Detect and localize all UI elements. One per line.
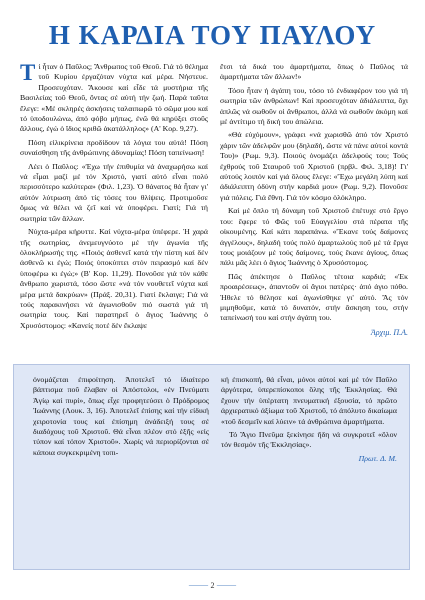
paragraph: Πόση εἰλικρίνεια προδίδουν τά λόγια του αὐτά! Πόση συναίσθηση τῆς ἀνθρώπινης ἀδυναμίας! Πόση ταπείνωση! [20, 137, 208, 158]
page-number [0, 580, 425, 591]
paragraph: κή ἐπισκοπή, θά εἶναι, μόνοι αὐτοί καί μέ τόν Παῦλο ἀργότερα, ὑπερεπίσκοποι ὅλης τῆς Ἐκκλησίας. Θά ἔχουν τήν ὑπέρτατη πνευματική ἐξουσία, τό πρῶτο ἀρχιερατικό ἀξίωμα τοῦ Χριστοῦ, τό ἀπόλυτο δικαίωμα «τοῦ δεσμεῖν καί λύειν» τά ἀνθρώπινα ἁμαρτήματα. [221, 375, 397, 426]
box-signature: Πρωτ. Δ. Μ. [358, 453, 397, 463]
left-column [20, 62, 208, 334]
paragraph: ὀνομάζεται ἐπιφοίτηση. Ἀποτελεῖ τό ἰδιαίτερο βάπτισμα ποῦ ἔλαβαν οἱ Ἀπόστολοι, «ἐν Πνεύματι Ἁγίῳ καί πυρί», ὅπως εἶχε προφητεύσει ὁ Πρόδρομος Ἰωάννης (Λουκ. 3, 16). Ἀποτελεῖ ἐπίσης καί τήν εἰδική χειροτονία τους καί ἐπίσημη ἀνάδειξή τους σέ διαδόχους τοῦ Χριστοῦ. Θά εἶναι πλέον στό ἑξῆς «εἰς τύπον καί τόπον Χριστοῦ». Χωρίς νά περιορίζονται σέ κάποια συγκεκριμένη τοπι- [33, 375, 209, 457]
box-left-column [33, 375, 209, 461]
right-column [220, 62, 408, 341]
box-right-column [221, 375, 397, 467]
pentecost-sidebar-box [13, 364, 410, 570]
author-signature: Ἀρχιμ. Π.Α. [370, 327, 408, 337]
drop-cap: Τ [20, 60, 36, 85]
page-number-value: 2 [210, 581, 215, 590]
paragraph: «Θά εὐχόμουν», γράφει «νά χωρισθῶ ἀπό τόν Χριστό χάριν τῶν ἀδελφῶν μου (δηλαδή, ὥστε νά πάνε αὐτοί κοντά Του)» (Ρωμ. 9,3). Ποιούς ὀνομάζει ἀδελφούς του; Τούς ἐχθρούς τοῦ Σταυροῦ τοῦ Χριστοῦ (πρβλ. Φιλ. 3,18)! Γι' αὐτούς λοιπόν καί γιά ὅλους ἔλεγε: «Ἔχω μεγάλη λύπη καί ἀδιάλειπτη ὀδύνη στήν καρδιά μου» (Ρωμ. 9,2). Πονοῦσε γιά πόλεις. Γιά ἔθνη. Γιά τόν κόσμο ὁλόκληρο. [220, 130, 408, 202]
paragraph: Λέει ὁ Παῦλος: «Ἐχω τήν ἐπιθυμία νά ἀναχωρήσω καί νά εἶμαι μαζί μέ τόν Χριστό, γιατί αὐτό εἶναι πολύ περισσότερο καλύτερα» (Φιλ. 1,23). Ὁ θάνατος θά ἦταν γι' αὐτόν λύτρωση ἀπό τίς τόσες του θλίψεις. Προτιμοῦσε ὅμως νά θέλει νά ζεῖ καί νά ὑποφέρει. Γιατί; Γιά τή σωτηρία τῶν ἄλλων. [20, 161, 208, 223]
paragraph: Πῶς ἀπέκτησε ὁ Παῦλος τέτοια καρδιά; «Ἐκ προαιρέσεως», ἀπαντοῦν οἱ ἅγιοι πατέρες· ἀπό ἀγιο πόθο. Ἠθελε τό θέλησε καί ἀγωνίσθηκε γι' αὐτό. Ἄς τόν μιμηθοῦμε, κατά τό δυνατόν, στήν ἄσκηση του, στήν ταπείνωσή του καί στήν ἀγάπη του. [220, 271, 408, 323]
page-title: Η ΚΑΡΔΙΑ ΤΟΥ ΠΑΥΛΟΥ [48, 20, 377, 50]
paragraph-text: ί ἦταν ὁ Παῦλος; Ἄνθρωπος τοῦ Θεοῦ. Γιά τό θέλημα τοῦ Κυρίου ἐργαζόταν νύχτα καί μέρα. Νήστευε. Προσευχόταν. Ἄκουσε καί εἶδε τά μυστήρια τῆς Βασιλείας τοῦ Θεοῦ, ὄντας σέ αὐτή τήν ζωή. Παρά ταῦτα ἔλεγε: «Μέ σκληρές ἀσκήσεις ταλαιπωρῶ τό σῶμα μου καί τό ὑποδουλώνω, ἀπό φόβο μήπως, ἐνῶ θά κηρύξει στοῦς ἄλλους, ἐγώ ὁ ἴδιος κριθῶ ἀκατάλληλος» (Α' Κορ. 9,27). [20, 62, 208, 134]
ornament-right-icon: ⸻ [216, 581, 237, 590]
paragraph: ἔτσι τά δικά του ἁμαρτήματα, ὅπως ὁ Παῦλος τά ἁμαρτήματα τῶν ἄλλων!» [220, 62, 408, 82]
paragraph: Τόσο ἦταν ἡ ἀγάπη του, τόσο τό ἐνδιαφέρον του γιά τή σωτηρία τῶν ἀνθρώπων! Καί προσευχόταν ἀδιάλειπτα, ὄχι ἁπλῶς νά σωθοῦν οἱ ἄνθρωποι, ἀλλά νά σωθοῦν ἀκόμη καί μέ ἀντίτιμο τή δική του ἀπώλεια. [220, 85, 408, 127]
paragraph: Τό Ἅγιο Πνεῦμα ξεκίνησε ἤδη νά συγκροτεῖ «ὅλον τόν θεσμόν τῆς Ἐκκλησίας». [221, 430, 397, 450]
paragraph: Καί μέ ὅπλο τή δύναμη τοῦ Χριστοῦ ἐπέτυχε στό ἔργο του: ἔφερε τό Φῶς τοῦ Εὐαγγελίου στά πέρατα τῆς οἰκουμένης. Καί κάτι παραπάνω. «Ἔκανε τούς δαίμονες ἀγγέλους», δηλαδή τούς πολύ ἁμαρτωλούς ποῦ μέ τά ἔργα τους μοιάζουν μέ τούς δαίμονες, τούς ἔκανε ἁγίους, ὅπως πάλι μᾶς λέει ὁ ἅγιος Ἰωάννης ὁ Χρυσόστομος. [220, 206, 408, 268]
paragraph: Νύχτα-μέρα κήρυττε. Καί νύχτα-μέρα ὑπέφερε. Ἡ χαρά τῆς σωτηρίας, ἀνεμευγνύοτο μέ τήν ἀγωνία τῆς ὁλοκλήρωσής της. «Ποιός ἀσθενεῖ κατά τήν πίστη καί δέν ἀσθενῶ κι ἐγώ; Ποιός ὑποκύπτει στόν πειρασμό καί δέν ὑποφέρω κι ἐγώ;» (Β' Κορ. 11,29). Πονοῦσε γιά τόν κάθε ἄνθρωπο χωριστά, τόσο ὥστε «νά τόν νουθετεῖ νύχτα καί μέρα μετά δακρύων» (Πράξ. 20,31). Γιατί ἔκλαιγε; Γιά νά τούς παρακινήσει νά ἀγωνισθοῦν πιό σωστά γιά τή σωτηρία τους. Καί παρατηρεῖ ὁ ἅγιος Ἰωάννης ὁ Χρυσόστομος: «Κανείς ποτέ δέν ἔκλαψε [20, 227, 208, 330]
ornament-left-icon: ⸻ [188, 581, 209, 590]
paragraph [20, 62, 208, 135]
